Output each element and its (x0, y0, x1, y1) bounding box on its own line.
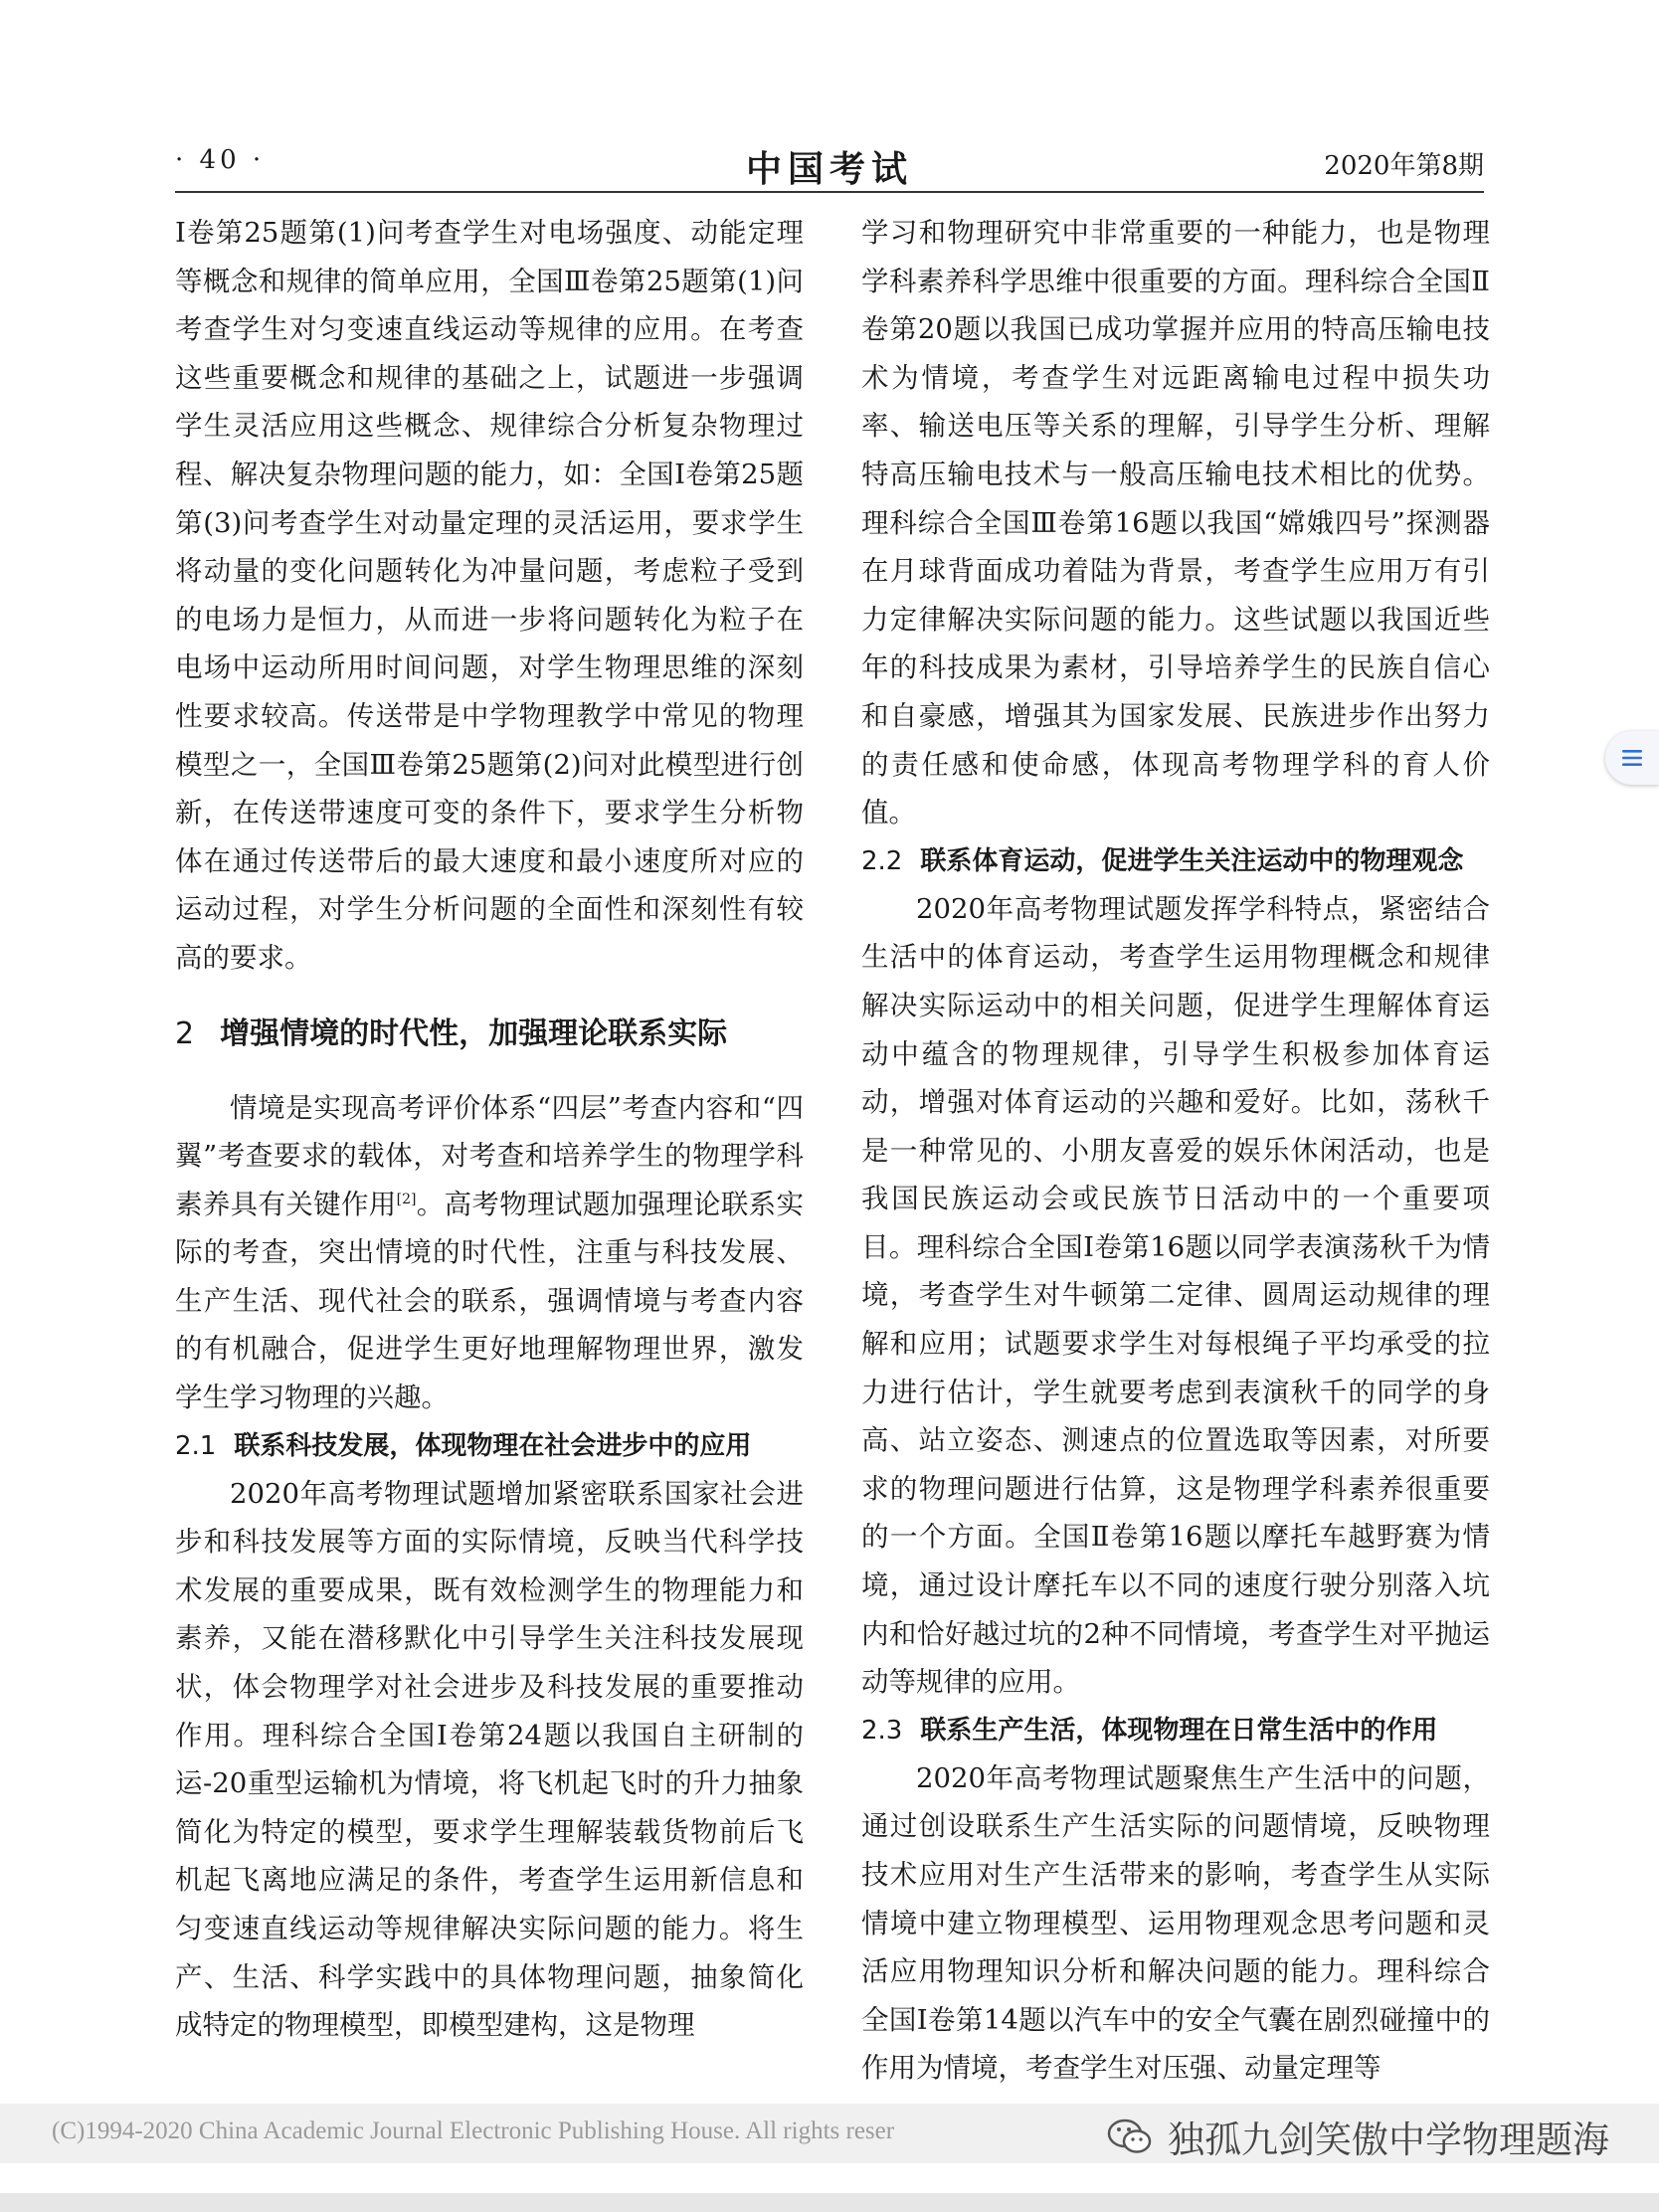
subsection-title: 联系生产生活，体现物理在日常生活中的作用 (920, 1715, 1438, 1746)
section-title: 增强情境的时代性，加强理论联系实际 (220, 1015, 728, 1051)
page-number: · 40 · (175, 145, 266, 175)
watermark (1106, 2110, 1609, 2163)
paragraph-text: 情境是实现高考评价体系“四层”考查内容和“四翼”考查要求的载体，对考查和培养学生的物理学科素养具有关键作用 (175, 1091, 804, 1220)
paragraph: 2020年高考物理试题发挥学科特点，紧密结合生活中的体育运动，考查学生运用物理概念和规律解决实际运动中的相关问题，促进学生理解体育运动中蕴含的物理规律，引导学生积极参加体育运动，增强对体育运动的兴趣和爱好。比如，荡秋千是一种常见的、小朋友喜爱的娱乐休闲活动，也是我国民族运动会或民族节日活动中的一个重要项目。理科综合全国Ⅰ卷第16题以同学表演荡秋千为情境，考查学生对牛顿第二定律、圆周运动规律的理解和应用；试题要求学生对每根绳子平均承受的拉力进行估计，学生就要考虑到表演秋千的同学的身高、站立姿态、测速点的位置选取等因素，对所要求的物理问题进行估算，这是物理学科素养很重要的一个方面。全国Ⅱ卷第16题以摩托车越野赛为情境，通过设计摩托车以不同的速度行驶分别落入坑内和恰好越过坑的2种不同情境，考查学生对平抛运动等规律的应用。 (861, 892, 1490, 1699)
left-column (175, 209, 804, 2050)
wechat-icon (1106, 2117, 1154, 2156)
paragraph: 2020年高考物理试题增加紧密联系国家社会进步和科技发展等方面的实际情境，反映当代科学技术发展的重要成果，既有效检测学生的物理能力和素养，又能在潜移默化中引导学生关注科技发展现状，体会物理学对社会进步及科技发展的重要推动作用。理科综合全国Ⅰ卷第24题以我国自主研制的运-20重型运输机为情境，将飞机起飞时的升力抽象简化为特定的模型，要求学生理解装载货物前后飞机起飞离地应满足的条件，考查学生运用新信息和匀变速直线运动等规律解决实际问题的能力。将生产、生活、科学实践中的具体物理问题，抽象简化成特定的物理模型，即模型建构，这是物理 (175, 1477, 804, 2042)
subsection-title: 联系科技发展，体现物理在社会进步中的应用 (234, 1430, 752, 1461)
issue-number: 2020年第8期 (1324, 151, 1484, 181)
page-footer (0, 2104, 1659, 2163)
section-heading (175, 1011, 804, 1058)
subsection-number: 2.1 (175, 1430, 217, 1461)
subsection-heading (861, 1707, 1490, 1754)
right-column (861, 209, 1490, 2093)
subsection-title: 联系体育运动，促进学生关注运动中的物理观念 (920, 845, 1464, 876)
section-number: 2 (175, 1015, 195, 1051)
subsection-number: 2.3 (861, 1715, 903, 1746)
page-header (175, 141, 1484, 193)
list-icon (1620, 747, 1644, 769)
bottom-bar (0, 2193, 1659, 2212)
subsection-heading (861, 837, 1490, 885)
copyright-notice: (C)1994-2020 China Academic Journal Electronic Publishing House. All rights reser (52, 2118, 895, 2144)
paragraph: 2020年高考物理试题聚焦生产生活中的问题，通过创设联系生产生活实际的问题情境，反映物理技术应用对生产生活带来的影响，考查学生从实际情境中建立物理模型、运用物理观念思考问题和灵活应用物理知识分析和解决问题的能力。理科综合全国Ⅰ卷第14题以汽车中的安全气囊在剧烈碰撞中的作用为情境，考查学生对压强、动量定理等 (861, 1761, 1490, 2085)
subsection-heading (175, 1422, 804, 1470)
watermark-text: 独孤九剑笑傲中学物理题海 (1168, 2119, 1609, 2161)
citation-ref[interactable]: [2] (396, 1191, 417, 1207)
scroll-handle-button[interactable] (1605, 731, 1659, 785)
paragraph: Ⅰ卷第25题第(1)问考查学生对电场强度、动能定理等概念和规律的简单应用，全国Ⅲ卷第25题第(1)问考查学生对匀变速直线运动等规律的应用。在考查这些重要概念和规律的基础之上，试题进一步强调学生灵活应用这些概念、规律综合分析复杂物理过程、解决复杂物理问题的能力，如：全国Ⅰ卷第25题第(3)问考查学生对动量定理的灵活运用，要求学生将动量的变化问题转化为冲量问题，考虑粒子受到的电场力是恒力，从而进一步将问题转化为粒子在电场中运动所用时间问题，对学生物理思维的深刻性要求较高。传送带是中学物理教学中常见的物理模型之一，全国Ⅲ卷第25题第(2)问对此模型进行创新，在传送带速度可变的条件下，要求学生分析物体在通过传送带后的最大速度和最小速度所对应的运动过程，对学生分析问题的全面性和深刻性有较高的要求。 (175, 217, 804, 974)
journal-title: 中国考试 (745, 148, 913, 190)
paragraph: 学习和物理研究中非常重要的一种能力，也是物理学科素养科学思维中很重要的方面。理科综合全国Ⅱ卷第20题以我国已成功掌握并应用的特高压输电技术为情境，考查学生对远距离输电过程中损失功率、输送电压等关系的理解，引导学生分析、理解特高压输电技术与一般高压输电技术相比的优势。理科综合全国Ⅲ卷第16题以我国“嫦娥四号”探测器在月球背面成功着陆为背景，考查学生应用万有引力定律解决实际问题的能力。这些试题以我国近些年的科技成果为素材，引导培养学生的民族自信心和自豪感，增强其为国家发展、民族进步作出努力的责任感和使命感，体现高考物理学科的育人价值。 (861, 217, 1490, 830)
paragraph-text: 。高考物理试题加强理论联系实际的考查，突出情境的时代性，注重与科技发展、生产生活、现代社会的联系，强调情境与考查内容的有机融合，促进学生更好地理解物理世界，激发学生学习物理的兴趣。 (175, 1188, 805, 1414)
subsection-number: 2.2 (861, 845, 903, 876)
paragraph (175, 1084, 804, 1422)
